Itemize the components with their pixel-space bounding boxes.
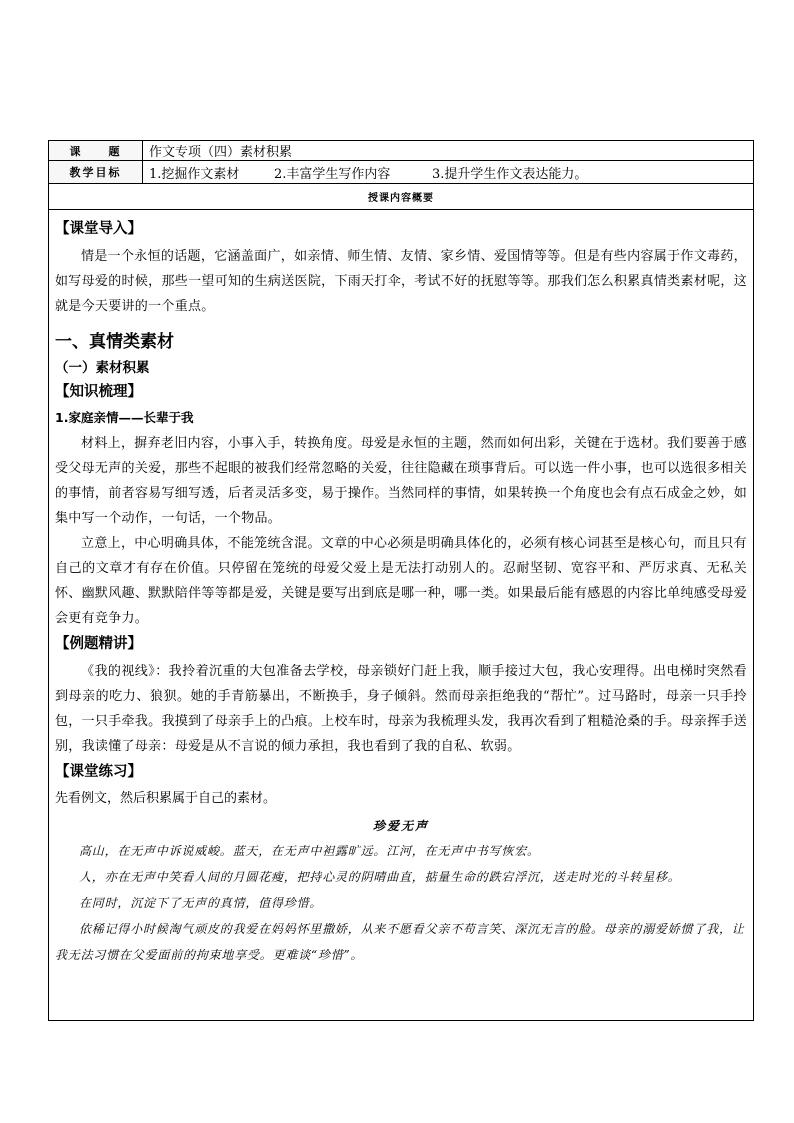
practice-heading: 【课堂练习】 <box>55 764 142 780</box>
intro-heading: 【课堂导入】 <box>55 221 142 237</box>
example-heading: 【例题精讲】 <box>55 636 142 652</box>
practice-instruction: 先看例文，然后积累属于自己的素材。 <box>55 791 277 806</box>
topic-row <box>49 141 753 161</box>
essay-paragraph: 高山，在无声中诉说威峻。蓝天，在无声中袒露旷远。江河，在无声中书写恢宏。 <box>79 844 540 858</box>
section-title: 一、真情类素材 <box>55 332 174 352</box>
goal-1: 1.挖掘作文素材 <box>149 166 240 182</box>
theme-paragraph: 立意上，中心明确具体，不能笼统含混。文章的中心必须是明确具体化的，必须有核心词甚至是核心句，而且只有自己的文章才有存在价值。只停留在笼统的母爱父爱上是无法打动别人的。忍耐坚韧、宽容平和、严厉求真、无私关怀、幽默风趣、默默陪伴等等都是爱，关键是要写出到底是哪一种，哪一类。如果最后能有感恩的内容比单纯感受母爱会更有竞争力。 <box>55 536 747 626</box>
goals-row <box>49 161 753 184</box>
lesson-plan-table <box>48 140 754 1021</box>
goals-value <box>149 161 749 183</box>
summary-header: 授课内容概要 <box>49 184 753 210</box>
essay-paragraph: 在同时，沉淀下了无声的真情，值得珍惜。 <box>79 896 323 910</box>
essay-paragraph: 依稀记得小时候淘气顽皮的我爱在妈妈怀里撒娇，从来不愿看父亲不苟言笑、深沉无言的脸。母亲的溺爱娇惯了我，让我无法习惯在父爱面前的拘束地享受。更难谈“珍惜”。 <box>55 922 745 962</box>
example-paragraph: 《我的视线》：我拎着沉重的大包准备去学校，母亲锁好门赶上我，顺手接过大包，我心安理得。出电梯时突然看到母亲的吃力、狼狈。她的手青筋暴出，不断换手，身子倾斜。然而母亲拒绝我的“帮忙”。过马路时，母亲一只手拎包，一只手牵我。我摸到了母亲手上的凸痕。上校车时，母亲为我梳理头发，我再次看到了粗糙沧桑的手。母亲挥手送别，我读懂了母亲：母爱是从不言说的倾力承担，我也看到了我的自私、软弱。 <box>55 664 747 754</box>
essay-title: 珍爱无声 <box>372 819 429 833</box>
knowledge-heading: 【知识梳理】 <box>55 384 142 400</box>
topic-value: 作文专项（四）素材积累 <box>149 145 293 160</box>
essay-paragraph: 人，亦在无声中笑看人间的月圆花瘦，把持心灵的阴晴曲直，掂量生命的跌宕浮沉，送走时光的斗转星移。 <box>79 870 681 884</box>
topic-label: 课 题 <box>49 141 143 160</box>
goal-3: 3.提升学生作文表达能力。 <box>432 166 588 182</box>
material-paragraph: 材料上，摒弃老旧内容，小事入手，转换角度。母爱是永恒的主题，然而如何出彩，关键在于选材。我们要善于感受父母无声的关爱，那些不起眼的被我们经常忽略的关爱，往往隐藏在琐事背后。可以选一件小事，也可以选很多相关的事情，前者容易写细写透，后者灵活多变，易于操作。当然同样的事情，如果转换一个角度也会有点石成金之妙，如集中写一个动作，一句话，一个物品。 <box>55 436 747 526</box>
item-title: 1.家庭亲情——长辈于我 <box>55 410 194 425</box>
goals-label: 教学目标 <box>49 161 143 183</box>
lesson-content <box>55 216 747 968</box>
intro-paragraph: 情是一个永恒的话题，它涵盖面广，如亲情、师生情、友情、家乡情、爱国情等等。但是有些内容属于作文毒药，如写母爱的时候，那些一望可知的生病送医院，下雨天打伞，考试不好的抚慰等等。那我们怎么积累真情类素材呢，这就是今天要讲的一个重点。 <box>55 249 747 314</box>
section-subtitle: （一）素材积累 <box>55 360 150 376</box>
goal-2: 2.丰富学生写作内容 <box>274 166 391 182</box>
